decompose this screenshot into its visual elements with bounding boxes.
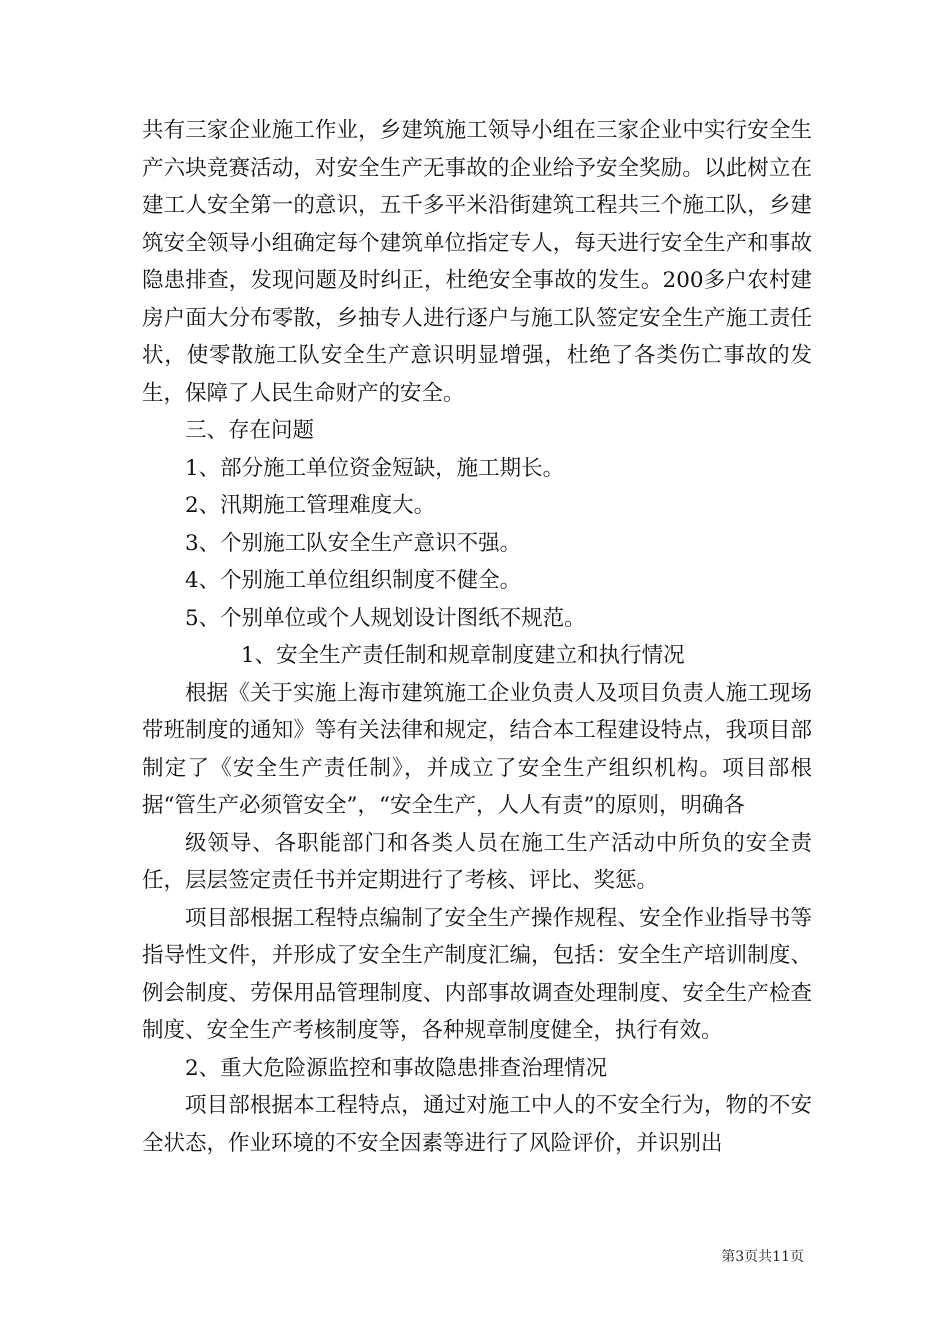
issue-item-3: 3、个别施工队安全生产意识不强。 xyxy=(185,530,522,556)
paragraph-responsibility-2: 级领导、各职能部门和各类人员在施工生产活动中所负的安全责任，层层签定责任书并定期进行了考核、评比、奖惩。 xyxy=(142,830,812,893)
issue-item-1: 1、部分施工单位资金短缺，施工期长。 xyxy=(185,455,565,481)
subheading-responsibility-system: 1、安全生产责任制和规章制度建立和执行情况 xyxy=(240,643,685,668)
issue-item-5: 5、个别单位或个人规划设计图纸不规范。 xyxy=(185,605,586,631)
paragraph-hazard-monitoring: 项目部根据本工程特点，通过对施工中人的不安全行为，物的不安全状态，作业环境的不安全因素等进行了风险评价，并识别出 xyxy=(142,1093,812,1156)
document-body xyxy=(142,112,812,1162)
page-number-footer: 第3页共11页 xyxy=(721,1249,804,1265)
subheading-hazard-monitoring: 2、重大危险源监控和事故隐患排查治理情况 xyxy=(185,1055,608,1081)
issue-item-4: 4、个别施工单位组织制度不健全。 xyxy=(185,568,522,593)
issue-item-2: 2、汛期施工管理难度大。 xyxy=(185,493,436,518)
paragraph-responsibility-1: 根据《关于实施上海市建筑施工企业负责人及项目负责人施工现场带班制度的通知》等有关法律和规定，结合本工程建设特点，我项目部制定了《安全生产责任制》，并成立了安全生产组织机构。项目部根据“管生产必须管安全”，“安全生产，人人有责”的原则，明确各 xyxy=(142,680,812,818)
section-heading-issues: 三、存在问题 xyxy=(185,418,315,443)
paragraph-regulations: 项目部根据工程特点编制了安全生产操作规程、安全作业指导书等指导性文件，并形成了安全生产制度汇编，包括：安全生产培训制度、例会制度、劳保用品管理制度、内部事故调查处理制度、安全生产检查制度、安全生产考核制度等，各种规章制度健全，执行有效。 xyxy=(142,905,812,1043)
paragraph-1: 共有三家企业施工作业，乡建筑施工领导小组在三家企业中实行安全生产六块竞赛活动，对安全生产无事故的企业给予安全奖励。以此树立在建工人安全第一的意识，五千多平米沿街建筑工程共三个施工队，乡建筑安全领导小组确定每个建筑单位指定专人，每天进行安全生产和事故隐患排查，发现问题及时纠正，杜绝安全事故的发生。200多户农村建房户面大分布零散，乡抽专人进行逐户与施工队签定安全生产施工责任状，使零散施工队安全生产意识明显增强，杜绝了各类伤亡事故的发生，保障了人民生命财产的安全。 xyxy=(142,118,812,406)
